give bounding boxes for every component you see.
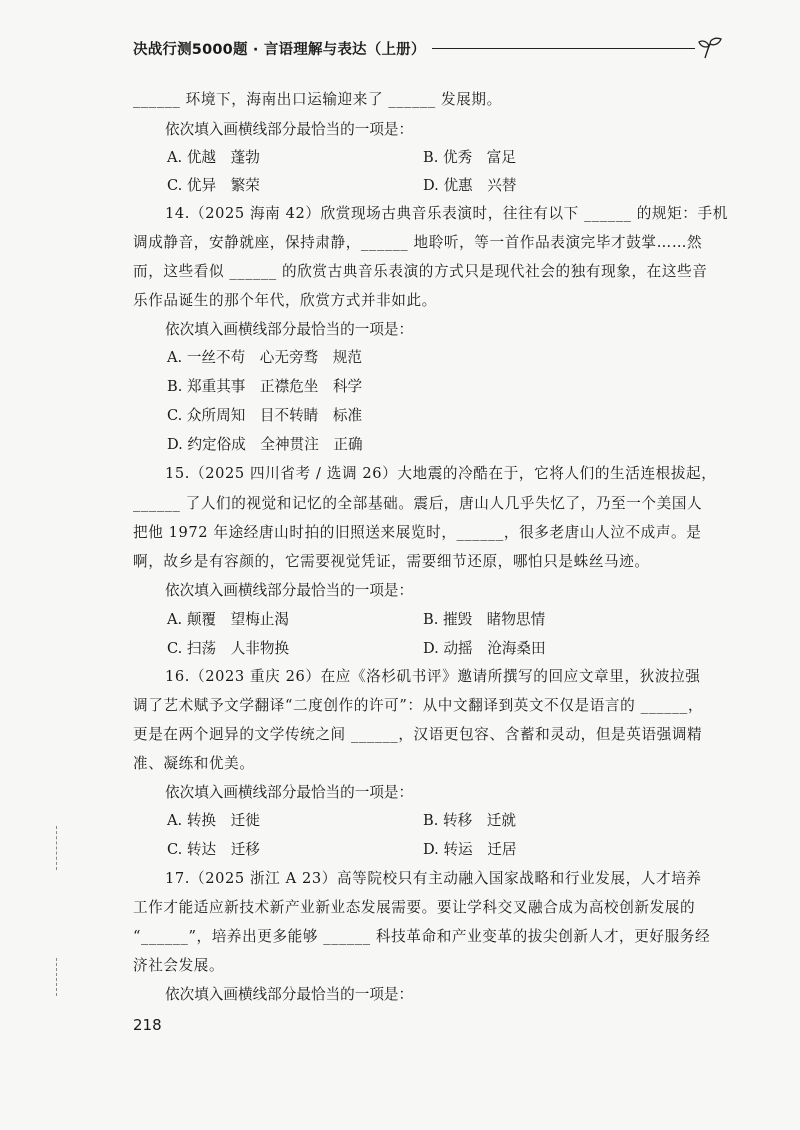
question-14-stem-line: 调成静音，安静就座，保持肃静，______ 地聆听，等一首作品表演完毕才鼓掌……然 xyxy=(133,234,703,251)
question-16-stem-line: 更是在两个迥异的文学传统之间 ______，汉语更包容、含蓄和灵动，但是英语强调精 xyxy=(133,726,703,743)
margin-mark xyxy=(56,958,57,996)
question-15-stem-line: 15.（2025 四川省考 / 选调 26）大地震的冷酷在于，它将人们的生活连根拔起， xyxy=(165,465,717,482)
question-17-prompt: 依次填入画横线部分最恰当的一项是： xyxy=(165,986,414,1003)
question-13-option-c[interactable]: C. 优异 繁荣 xyxy=(167,177,260,194)
question-16-stem-line: 调了艺术赋予文学翻译“二度创作的许可”：从中文翻译到英文不仅是语言的 ______， xyxy=(133,697,704,714)
question-14-stem-line: 乐作品诞生的那个年代，欣赏方式并非如此。 xyxy=(133,292,437,309)
question-15-stem-line: 啊，故乡是有容颜的，它需要视觉凭证，需要细节还原，哪怕只是蛛丝马迹。 xyxy=(133,553,650,570)
question-13-option-a[interactable]: A. 优越 蓬勃 xyxy=(167,149,260,166)
question-17-stem-line: 济社会发展。 xyxy=(133,957,225,974)
page-number: 218 xyxy=(133,1016,162,1034)
question-13-option-b[interactable]: B. 优秀 富足 xyxy=(423,149,516,166)
question-14-option-a[interactable]: A. 一丝不苟 心无旁骛 规范 xyxy=(167,349,362,366)
question-16-option-c[interactable]: C. 转达 迁移 xyxy=(167,841,260,858)
margin-mark xyxy=(56,826,57,870)
question-16-prompt: 依次填入画横线部分最恰当的一项是： xyxy=(165,784,414,801)
question-16-stem-line: 准、凝练和优美。 xyxy=(133,755,255,772)
question-14-option-d[interactable]: D. 约定俗成 全神贯注 正确 xyxy=(167,436,363,453)
question-17-stem-line: 17.（2025 浙江 A 23）高等院校只有主动融入国家战略和行业发展，人才培养 xyxy=(165,870,702,887)
question-13-stem-line: ______ 环境下，海南出口运输迎来了 ______ 发展期。 xyxy=(133,91,502,108)
book-title: 决战行测5000题 · 言语理解与表达（上册） xyxy=(133,41,426,58)
question-14-option-c[interactable]: C. 众所周知 目不转睛 标准 xyxy=(167,407,363,424)
question-14-option-b[interactable]: B. 郑重其事 正襟危坐 科学 xyxy=(167,378,363,395)
question-15-option-a[interactable]: A. 颠覆 望梅止渴 xyxy=(167,611,289,628)
question-16-option-a[interactable]: A. 转换 迁徙 xyxy=(167,812,260,829)
question-17-stem-line: “______”，培养出更多能够 ______ 科技革命和产业变革的拔尖创新人才，更好服务经 xyxy=(133,928,711,945)
question-17-stem-line: 工作才能适应新技术新产业新业态发展需要。要让学科交叉融合成为高校创新发展的 xyxy=(133,899,696,916)
question-14-prompt: 依次填入画横线部分最恰当的一项是： xyxy=(165,321,414,338)
question-15-option-b[interactable]: B. 摧毁 睹物思情 xyxy=(423,611,546,628)
question-16-option-b[interactable]: B. 转移 迁就 xyxy=(423,812,516,829)
question-16-stem-line: 16.（2023 重庆 26）在应《洛杉矶书评》邀请所撰写的回应文章里，狄波拉强 xyxy=(165,668,701,685)
question-13-option-d[interactable]: D. 优惠 兴替 xyxy=(423,177,517,194)
question-15-option-d[interactable]: D. 动摇 沧海桑田 xyxy=(423,640,546,657)
question-15-stem-line: 把他 1972 年途经唐山时拍的旧照送来展览时，______，很多老唐山人泣不成声。是 xyxy=(133,524,702,541)
question-14-stem-line: 而，这些看似 ______ 的欣赏古典音乐表演的方式只是现代社会的独有现象，在这些音 xyxy=(133,263,708,280)
question-15-stem-line: ______ 了人们的视觉和记忆的全部基础。震后，唐山人几乎失忆了，乃至一个美国人 xyxy=(133,495,703,512)
question-13-prompt: 依次填入画横线部分最恰当的一项是： xyxy=(165,121,414,138)
header-rule xyxy=(432,48,695,49)
sprout-icon xyxy=(697,36,723,60)
question-15-option-c[interactable]: C. 扫荡 人非物换 xyxy=(167,640,290,657)
question-14-stem-line: 14.（2025 海南 42）欣赏现场古典音乐表演时，往往有以下 ______ 的规矩：手机 xyxy=(165,205,728,222)
question-15-prompt: 依次填入画横线部分最恰当的一项是： xyxy=(165,582,414,599)
question-16-option-d[interactable]: D. 转运 迁居 xyxy=(423,841,517,858)
page-header xyxy=(133,36,723,60)
